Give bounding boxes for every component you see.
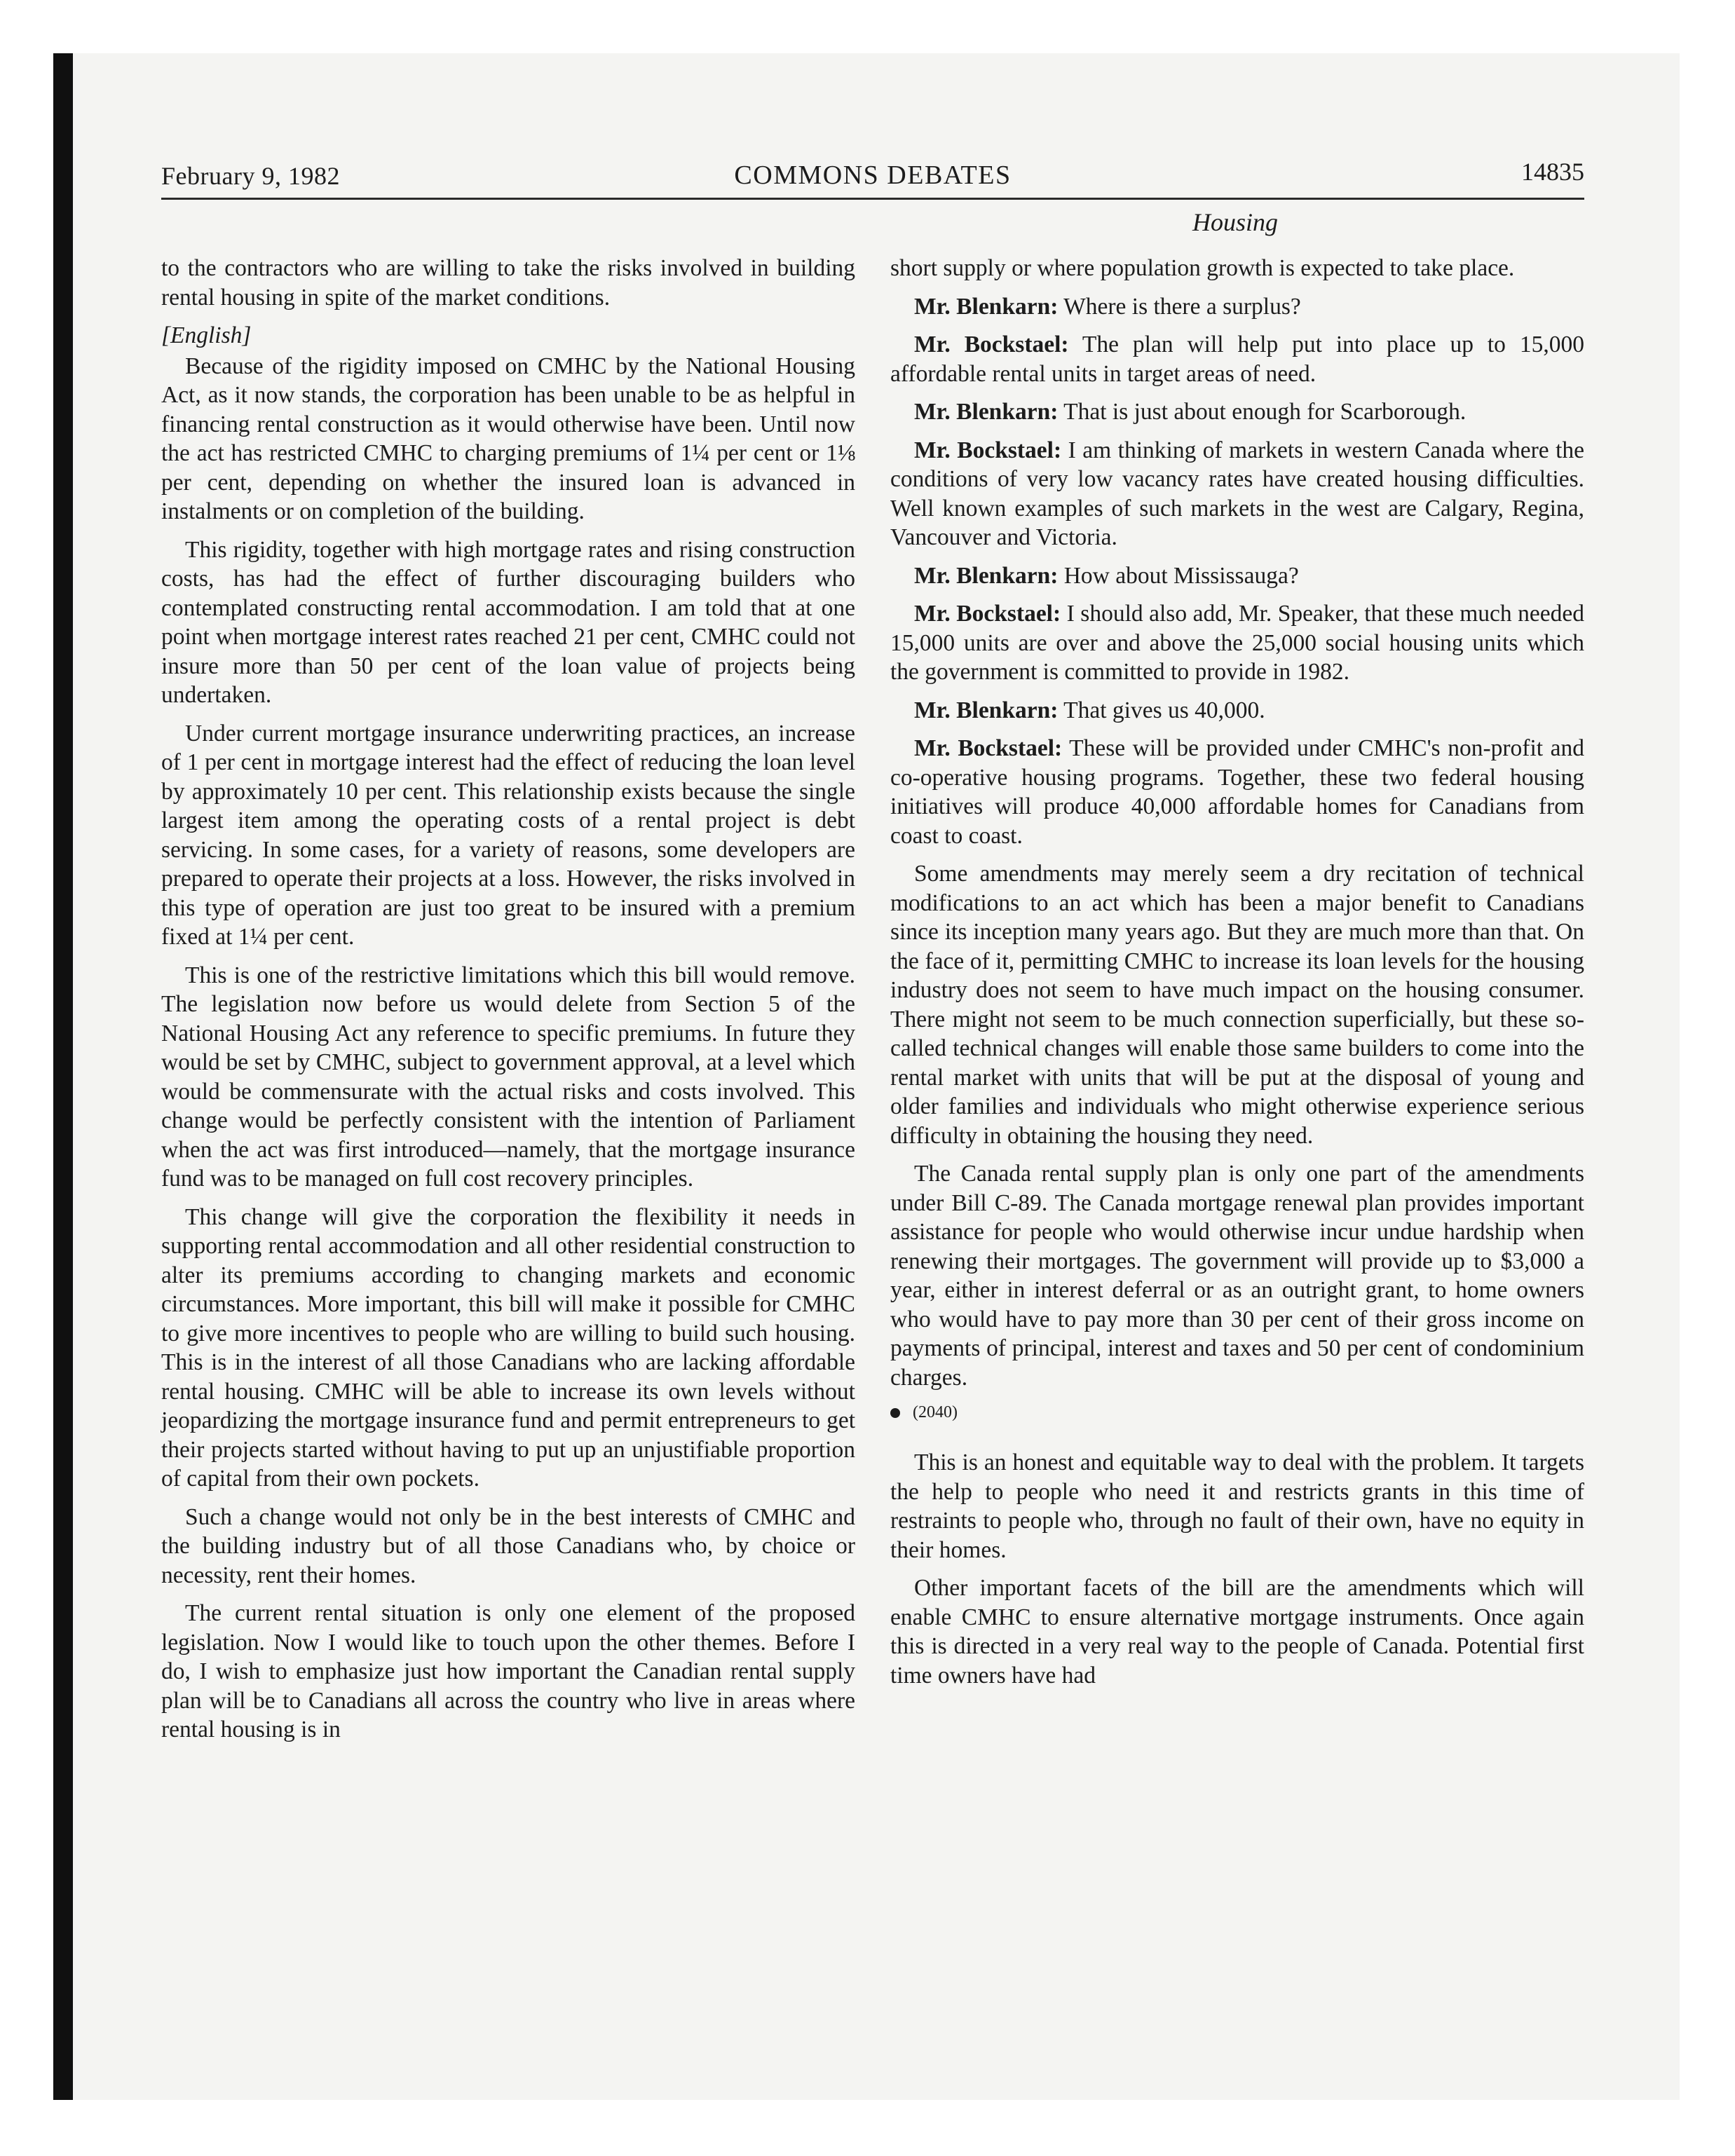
speech-text: That is just about enough for Scarborough. (1063, 399, 1467, 425)
paragraph: This is an honest and equitable way to deal with the problem. It targets the help to people who need it and restricts grants in this time of restraints to people who, through no fault of their own, have no equity in their homes. (890, 1449, 1584, 1563)
speech-text: These will be provided under CMHC's non-profit and co-operative housing programs. Together, these two federal housing initiatives will produce 40,000 affordable homes for Canadians from coast to coast. (890, 735, 1584, 849)
paragraph: Such a change would not only be in the best interests of CMHC and the building industry but of all those Canadians who, by choice or necessity, rent their homes. (161, 1503, 855, 1588)
speaker-name: Mr. Bockstael: (914, 332, 1069, 357)
time-marker-text: (2040) (913, 1403, 958, 1421)
speech-text: I am thinking of markets in western Canada where the conditions of very low vacancy rates have created housing difficulties. Well known examples of such markets in the west are Calgary, Regina, Vancouver and Victoria. (890, 437, 1585, 550)
paragraph: Because of the rigidity imposed on CMHC by the National Housing Act, as it now stands, the corporation has been unable to be as helpful in financing rental construction as it would otherwise have been. Until now the act has restricted CMHC to charging premiums of 1¼ per cent or 1⅛ per cent, depending on whether the insured loan is advanced in instalments or on completion of the building. (161, 353, 855, 524)
header-date: February 9, 1982 (161, 162, 340, 190)
speech-turn (890, 599, 1584, 687)
page-header (161, 156, 1584, 200)
speaker-name: Mr. Blenkarn: (914, 562, 1059, 589)
time-marker (890, 1402, 1584, 1423)
speech-turn (890, 330, 1584, 388)
speech-turn (890, 561, 1584, 591)
paragraph: This rigidity, together with high mortgage rates and rising construction costs, has had the effect of further discouraging builders who contemplated constructing rental accommodation. I am told that at one point when mortgage interest rates reached 21 per cent, CMHC could not insure more than 50 per cent of the loan value of projects being undertaken. (161, 536, 855, 708)
paragraph: Under current mortgage insurance underwriting practices, an increase of 1 per cent in mortgage interest had the effect of reducing the loan level by approximately 10 per cent. This relationship exists because the single largest item among the operating costs of a rental project is debt servicing. In some cases, for a variety of reasons, some developers are prepared to operate their projects at a loss. However, the risks involved in this type of operation are just too great to be insured with a premium fixed at 1¼ per cent. (161, 720, 855, 950)
paragraph: This is one of the restrictive limitations which this bill would remove. The legislation now before us would delete from Section 5 of the National Housing Act any reference to specific premiums. In future they would be set by CMHC, subject to government approval, at a level which would be commensurate with the actual risks and costs involved. This change would be perfectly consistent with the intention of Parliament when the act was first introduced—namely, that the mortgage insurance fund was to be managed on full cost recovery principles. (161, 962, 855, 1192)
speech-turn (890, 696, 1584, 725)
speaker-name: Mr. Bockstael: (914, 735, 1063, 761)
header-title: COMMONS DEBATES (734, 161, 1012, 190)
speech-turn (890, 292, 1584, 322)
speaker-name: Mr. Bockstael: (914, 437, 1062, 463)
paragraph: Some amendments may merely seem a dry recitation of technical modifications to an act which has been a major benefit to Canadians since its inception many years ago. But they are much more than that. On the face of it, permitting CMHC to increase its loan levels for the housing industry does not seem to have much impact on the housing consumer. There might not seem to be much connection superficially, but these so-called technical changes will enable those same builders to come into the rental market with units that will be put at the disposal of young and older families and individuals who might otherwise experience serious difficulty in obtaining the housing they need. (890, 861, 1584, 1149)
speaker-name: Mr. Blenkarn: (914, 293, 1059, 320)
speaker-name: Mr. Blenkarn: (914, 399, 1059, 425)
speech-text: The plan will help put into place up to 15,000 affordable rental units in target areas of need. (890, 332, 1584, 387)
header-page-number: 14835 (1521, 158, 1584, 186)
right-column (890, 254, 1584, 1699)
paragraph: Other important facets of the bill are the amendments which will enable CMHC to ensure alternative mortgage instruments. Once again this is directed in a very real way to the people of Canada. Potential first time owners have had (890, 1575, 1584, 1688)
paragraph: This change will give the corporation the flexibility it needs in supporting rental accommodation and all other residential construction to alter its premiums according to changing markets and economic circumstances. More important, this bill will make it possible for CMHC to give more incentives to people who are willing to build such housing. This is in the interest of all those Canadians who are lacking affordable rental housing. CMHC will be able to increase its own levels without jeopardizing the mortgage insurance fund and permit entrepreneurs to get their projects started without having to put up an unjustifiable proportion of capital from their own pockets. (161, 1203, 855, 1492)
speech-text: How about Mississauga? (1063, 562, 1299, 589)
speaker-name: Mr. Bockstael: (914, 601, 1061, 627)
speech-turn (890, 397, 1584, 427)
section-label: Housing (1192, 208, 1278, 236)
left-column (161, 254, 855, 1754)
binding-edge (53, 53, 73, 2100)
speaker-name: Mr. Blenkarn: (914, 697, 1059, 723)
language-tag: [English] (161, 322, 252, 348)
speech-turn (890, 436, 1584, 552)
speech-text: That gives us 40,000. (1063, 697, 1265, 723)
bullet-icon (890, 1408, 900, 1418)
paragraph: The current rental situation is only one element of the proposed legislation. Now I would like to touch upon the other themes. Before I do, I wish to emphasize just how important the Canadian rental supply plan will be to Canadians all across the country who live in areas where rental housing is in (161, 1600, 855, 1742)
paragraph: short supply or where population growth is expected to take place. (890, 255, 1515, 281)
speech-text: I should also add, Mr. Speaker, that these much needed 15,000 units are over and above the 25,000 social housing units which the government is committed to provide in 1982. (890, 601, 1585, 685)
paragraph: The Canada rental supply plan is only one part of the amendments under Bill C-89. The Canada mortgage renewal plan provides important assistance for people who would otherwise incur undue hardship when renewing their mortgages. The government will provide up to $3,000 a year, either in interest deferral or as an outright grant, to home owners who would have to pay more than 30 per cent of their gross income on payments of principal, interest and taxes and 50 per cent of condominium charges. (890, 1161, 1584, 1391)
paragraph: to the contractors who are willing to take the risks involved in building rental housing in spite of the market conditions. (161, 255, 855, 311)
speech-turn (890, 734, 1584, 850)
speech-text: Where is there a surplus? (1063, 293, 1301, 320)
